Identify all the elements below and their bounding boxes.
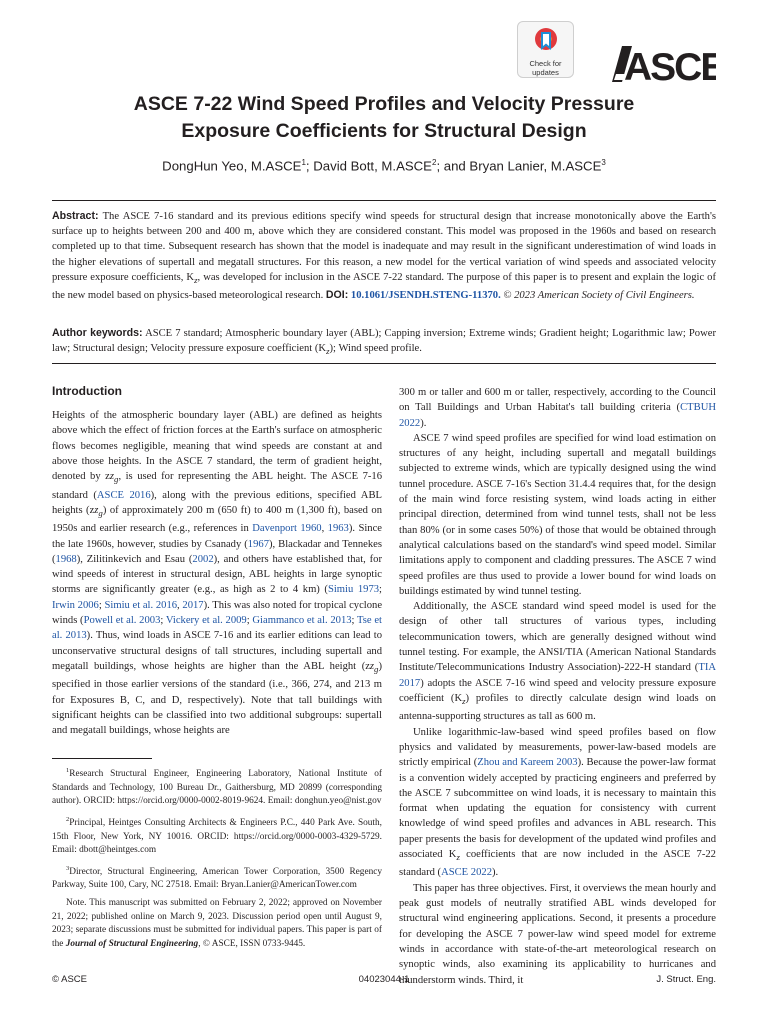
keywords-heading: Author keywords: <box>52 327 143 339</box>
asce-logo <box>612 44 716 84</box>
check-for-updates-badge[interactable] <box>517 21 574 78</box>
note-text: Note. This manuscript was submitted on February 2, 2022; approved on November 21, 2022; published online on March 9, 2023. Discussion period open until August 9, 2023; separate discussions must be submitted for individual papers. This paper is part of the <box>52 898 382 949</box>
keywords-text: ASCE 7 standard; Atmospheric boundary layer (ABL); Capping inversion; Extreme winds; Gradient height; Logarithmic law; Power law; Structural design; Velocity pressure exposure coefficient (K <box>52 328 716 355</box>
badge-label-2: updates <box>532 68 559 77</box>
text: ). Thus, wind loads in ASCE 7-16 and its earlier editions can lead to unconservative structural designs of tall structures, including supertall and megatall buildings, whose heights are higher than the ABL height (z <box>52 630 382 672</box>
text: ). This was also noted for tropical cyclone winds ( <box>52 599 383 627</box>
footnote-1 <box>52 764 382 809</box>
footnote-divider <box>52 758 152 759</box>
footnote-2 <box>52 813 382 858</box>
svg-text:ASCE: ASCE <box>624 46 716 84</box>
citation-link[interactable]: Tse et al. 2013 <box>52 615 382 642</box>
doi-label: DOI: <box>325 289 349 302</box>
footnote-text: Research Structural Engineer, Engineering Laboratory, National Institute of Standards and Technology, 100 Bureau Dr., Gaithersburg, MD 20899 (corresponding author). ORCID: https://orcid.org/0000-0002-8019-9624. Email: donghun.yeo@nist.gov <box>52 769 382 807</box>
text: ). <box>492 867 499 879</box>
title-line-1: ASCE 7-22 Wind Speed Profiles and Velocity Pressure <box>133 93 635 115</box>
citation-link[interactable]: CTBUH 2022 <box>399 402 716 429</box>
citation-link[interactable]: Giammanco et al. 2013 <box>252 615 352 627</box>
footnote-3 <box>52 862 382 893</box>
citation-link[interactable]: TIA 2017 <box>399 662 716 689</box>
text: ) adopts the ASCE 7-16 wind speed and velocity pressure exposure coefficient (K <box>399 677 716 704</box>
text: 300 m or taller and 600 m or taller, respectively, according to the Council on Tall Buildings and Urban Habitat's tall building criteria ( <box>399 387 716 414</box>
text: ) specified in those earlier versions of the standard (i.e., 366, 274, and 213 m for Exposures B, C, and D, respectively). Note that tall buildings with significant heights can be classified into two additional subgroups: supertall and megatall buildings, whose heights are <box>52 660 382 737</box>
abstract <box>52 209 716 303</box>
footnote-text: Principal, Heintges Consulting Architects & Engineers P.C., 440 Park Ave. South, 15th Floor, New York, NY 10016. ORCID: https://orcid.org/0000-0003-4329-5729. Email: dbott@heintges.com <box>52 817 382 856</box>
title-line-2: Exposure Coefficients for Structural Design <box>181 120 587 142</box>
text: , is used for representing the ABL height. The ASCE 7-16 standard ( <box>52 471 382 501</box>
citation-link[interactable]: Davenport 1960 <box>252 523 322 535</box>
note-text: , © ASCE, ISSN 0733-9445. <box>198 938 306 949</box>
author-3: ; and Bryan Lanier, M.ASCE <box>436 158 602 174</box>
text: ) profiles to directly calculate design wind loads on antenna-supporting structures as tall as 600 m. <box>399 692 716 723</box>
badge-label-1: Check for <box>529 59 562 68</box>
citation-link[interactable]: 1968 <box>55 553 77 565</box>
submission-note <box>52 897 382 951</box>
text: Additionally, the ASCE standard wind speed model is used for the design of other tall structures of various types, including telecommunication towers, which are generally designed without wind tunnel testing. For example, the ANSI/TIA (American National Standards Institute/Telecommunications Industry Association)-222-H standard ( <box>399 601 716 674</box>
citation-link[interactable]: 2002 <box>192 553 214 565</box>
section-heading-introduction: Introduction <box>52 384 122 398</box>
footer-copyright: © ASCE <box>52 974 87 985</box>
kz-subscript: z <box>194 274 198 285</box>
text: ), along with the previous editions, specified ABL heights (z <box>52 489 382 516</box>
footer-journal: J. Struct. Eng. <box>656 974 716 985</box>
right-column <box>399 385 716 988</box>
footnote-marker: 1 <box>66 767 70 774</box>
footnote-marker: 3 <box>66 864 70 872</box>
author-1-affil: 1 <box>301 158 306 167</box>
citation-link[interactable]: Simiu 1973 <box>327 584 380 596</box>
paragraph: This paper has three objectives. First, it overviews the mean hourly and peak gust models of neutrally stratified ABL winds developed for structural wind engineering applications. Second, it presents a procedure for developing the ASCE 7 power-law wind speed model for extreme winds in accordance with state-of-the-art meteorological research on synoptic winds, also examining its applicability to hurricanes and thunderstorm winds. Third, it <box>399 882 716 986</box>
author-1: DongHun Yeo, M.ASCE <box>162 158 302 174</box>
footnote-marker: 2 <box>66 815 70 823</box>
copyright: © 2023 American Society of Civil Engineers. <box>503 290 695 302</box>
text: Heights of the atmospheric boundary layer (ABL) are defined as heights above which the effect of friction forces at the Earth's surface on atmospheric flows becomes negligible, meaning that wind speeds are constant at and above those heights. In the ASCE 7 standard, the term of gradient height, denoted by z <box>52 410 382 483</box>
paragraph: Unlike logarithmic-law-based wind speed profiles based on flow physics and validated by measurements, power-law-based models are strictly empirical (Zhou and Kareem 2003). Because the power-law format is a convention widely accepted by practicing engineers and preferred by the ASCE 7 subcommittee on wind loads, it is necessary to maintain this format when updating the equation for consistency with current knowledge of wind speed profiles and advances in ABL research. This paper presents the basis for development of the updated wind profiles and associated $K_z$ coefficients that are now included in the ASCE 7-22 standard (ASCE 2022). <box>399 726 716 879</box>
doi-link[interactable]: 10.1061/JSENDH.STENG-11370. <box>350 290 501 302</box>
citation-link[interactable]: 1967 <box>247 538 269 550</box>
citation-link[interactable]: 1963 <box>327 523 349 535</box>
text: ). Because the power-law format is a convention widely accepted by practicing engineers and preferred by the ASCE 7 subcommittee on wind loads, it is necessary to maintain this format when updating the equation for consistency with current knowledge of wind speed profiles and advances in ABL research. This paper presents the basis for development of the updated wind profiles and associated K <box>399 757 716 861</box>
citation-link[interactable]: Vickery et al. 2009 <box>165 615 247 627</box>
page-footer <box>52 974 716 988</box>
author-3-affil: 3 <box>601 158 606 167</box>
footnote-text: Director, Structural Engineering, American Tower Corporation, 3500 Regency Parkway, Suite 100, Cary, NC 27518. Email: Bryan.Lanier@AmericanTower.com <box>52 866 382 891</box>
author-list <box>60 158 708 173</box>
text: ), Blackadar and Tennekes ( <box>52 538 382 565</box>
text: ). <box>420 417 427 429</box>
author-keywords <box>52 326 716 360</box>
citation-link[interactable]: Irwin 2006 <box>52 599 99 611</box>
keywords-sub: z <box>326 346 330 357</box>
citation-link[interactable]: Zhou and Kareem 2003 <box>477 757 578 769</box>
text: ), Zilitinkevich and Esau ( <box>76 553 193 565</box>
citation-link[interactable]: ASCE 2016 <box>96 489 151 501</box>
citation-link[interactable]: Powell et al. 2003 <box>83 615 161 627</box>
top-divider <box>52 200 716 201</box>
crossmark-icon <box>533 26 559 54</box>
author-2-affil: 2 <box>431 158 437 167</box>
abstract-text: The ASCE 7-16 standard and its previous editions specify wind speeds for structural design that increase monotonically above the Earth's surface up to heights between 200 and 400 m, above which they are considered constant. This model was proposed in the 1960s and based on research completed up to that time. Subsequent research has shown that the model is inadequate and may result in the significant underestimation of wind loads in the higher elevations of supertall and megatall structures. For this reason, a new model for the vertical variation of wind speeds and associated velocity pressure exposure coefficients, K <box>52 211 716 283</box>
paragraph: ASCE 7 wind speed profiles are specified for wind load estimation on structures of any height, including supertall and megatall buildings subjected to extreme winds, which are typically designed using the wind tunnel procedure. ASCE 7-16's Section 31.4.4 requires that, for the design of the main wind force resisting system, wind loads acting in either principal direction, determined from wind tunnel tests, shall not be less than 80% (or in some cases 50%) of those that would be obtained through analytical calculations based on the standard's wind speed model. Similar limitations apply to component and cladding pressures. The ASCE 7 wind speed profiles are thus used to provide a lower bound for wind loads on buildings estimated by wind tunnel testing. <box>399 432 716 597</box>
footer-article-number: 04023044-1 <box>358 974 410 985</box>
journal-name: Journal of Structural Engineering <box>65 938 199 949</box>
text: Unlike logarithmic-law-based wind speed profiles based on flow physics and validated by measurements, power-law-based models are strictly empirical ( <box>399 726 716 769</box>
left-column <box>52 408 382 739</box>
abstract-heading: Abstract: <box>52 210 99 222</box>
footnotes <box>52 764 382 955</box>
citation-link[interactable]: ASCE 2022 <box>441 867 492 879</box>
paper-title <box>60 91 708 145</box>
intro-paragraph-1: Heights of the atmospheric boundary layer (ABL) are defined as heights above which the effect of friction forces at the Earth's surface on atmospheric flows becomes negligible, meaning that wind speeds are constant at and above those heights. In the ASCE 7 standard, the term of gradient height, denoted by $zz_g$, is used for representing the ABL height. The ASCE 7-16 standard (ASCE 2016), along with the previous editions, specified ABL heights $(zz_g)$ of approximately 200 m (650 ft) to 400 m (1,300 ft), based on 1950s and earlier research (e.g., references in Davenport 1960, 1963). Since the late 1960s, however, studies by Csanady (1967), Blackadar and Tennekes (1968), Zilitinkevich and Esau (2002), and others have established that, for wind speeds of interest in structural design, ABL heights in large synoptic storms are significantly greater (e.g., as high as 2 to 4 km) (Simiu 1973; Irwin 2006; Simiu et al. 2016, 2017). This was also noted for tropical cyclone winds (Powell et al. 2003; Vickery et al. 2009; Giammanco et al. 2013; Tse et al. 2013). Thus, wind loads in ASCE 7-16 and its earlier editions can lead to unconservative structural designs of tall structures, including supertall and megatall buildings, whose heights are higher than the ABL height $(zz_g)$ specified in those earlier versions of the standard (i.e., 366, 274, and 213 m for Exposures B, C, and D, respectively). Note that tall buildings with significant heights can be classified into two additional subgroups: supertall and megatall buildings, whose heights are <box>52 410 383 737</box>
citation-link[interactable]: Simiu et al. 2016 <box>104 599 178 611</box>
text: ) of approximately 200 m (650 ft) to 400 m (1,300 ft), based on 1950s and earlier research (e.g., references in <box>52 504 382 535</box>
citation-link[interactable]: 2017 <box>182 599 204 611</box>
paragraph: Additionally, the ASCE standard wind speed model is used for the design of other tall structures of various types, including telecommunication towers, which are generally designed without wind tunnel testing. For example, the ANSI/TIA (American National Standards Institute/Telecommunications Industry Association)-222-H standard (TIA 2017) adopts the ASCE 7-16 wind speed and velocity pressure exposure coefficient $(K_z)$ profiles to directly calculate design wind loads on antenna-supporting structures as tall as 600 m. <box>399 601 716 723</box>
keywords-divider <box>52 363 716 364</box>
keywords-text-2: ); Wind speed profile. <box>329 343 422 355</box>
abstract-text-2: , was developed for inclusion in the ASCE 7-22 standard. The purpose of this paper is to present and explain the logic of the new model based on physics-based meteorological research. <box>52 271 716 302</box>
paragraph-continued <box>399 385 716 431</box>
text: ). Since the late 1960s, however, studies by Csanady ( <box>52 523 382 550</box>
text: coefficients that are now included in the ASCE 7-22 standard ( <box>399 849 716 879</box>
author-2: ; David Bott, M.ASCE <box>305 158 432 174</box>
text: ), and others have established that, for wind speeds of interest in structural design, ABL heights in large synoptic storms are significantly greater (e.g., as high as 2 to 4 km) ( <box>52 553 382 596</box>
